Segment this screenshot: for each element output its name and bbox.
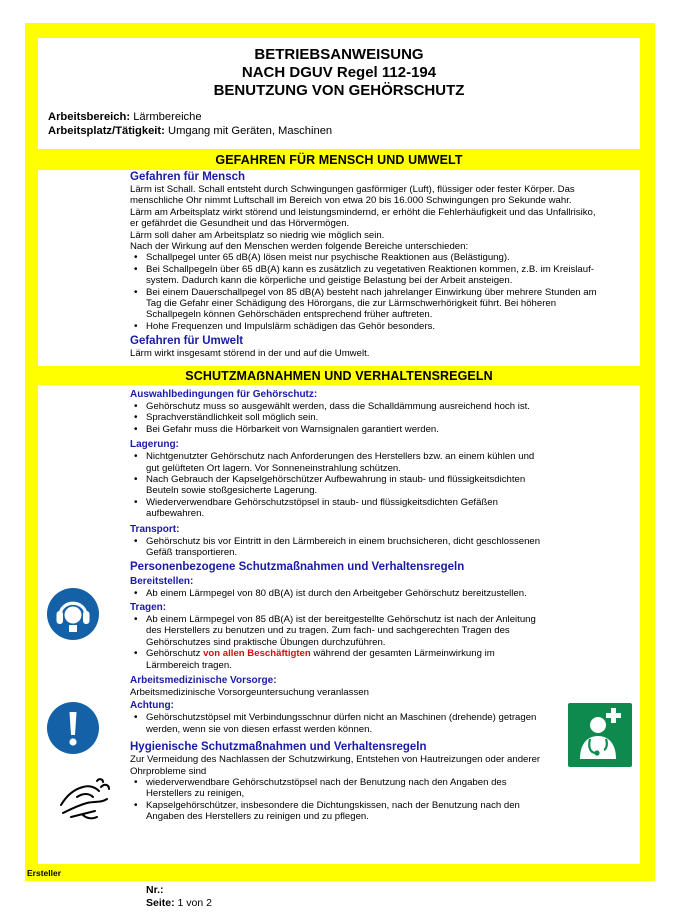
list-item: • wiederverwendbare Gehörschutzstöpsel nach der Benutzung nach den Angaben des Herstellers zu reinigen,	[130, 777, 550, 800]
title-line-1: BETRIEBSANWEISUNG	[254, 46, 424, 63]
workplace-row	[48, 124, 332, 138]
medical-heading: Arbeitsmedizinische Vorsorge:	[130, 674, 277, 686]
list-item: • Wiederverwendbare Gehörschutzstöpsel in staub- und flüssigkeitsdichten Gefäßen aufbewahren.	[130, 497, 550, 520]
personal-measures-heading: Personenbezogene Schutzmaßnahmen und Verhaltensregeln	[130, 561, 465, 574]
wear-list	[130, 614, 550, 671]
title-line-2: NACH DGUV Regel 112-194	[241, 64, 437, 81]
workplace-value: Umgang mit Geräten, Maschinen	[167, 125, 333, 137]
caution-list	[130, 712, 550, 735]
work-area-label: Arbeitsbereich:	[48, 111, 131, 123]
provide-heading: Bereitstellen:	[130, 576, 194, 588]
list-item: • Bei Schallpegeln über 65 dB(A) kann es zusätzlich zu vegetativen Reaktionen kommen, z.B. im Kreislauf-system. Dadurch kann die körperliche und geistige Belastung bei der Arbeit ansteigen.	[130, 264, 600, 287]
section-band-measures: SCHUTZMAẞNAHMEN UND VERHALTENSREGELN	[185, 369, 493, 383]
hazards-text-column	[130, 171, 600, 360]
ear-protection-mandatory-icon	[47, 588, 99, 640]
document-number-row	[146, 884, 212, 897]
workplace-label: Arbeitsplatz/Tätigkeit:	[48, 125, 165, 137]
document-title	[38, 38, 640, 100]
document-header	[38, 38, 640, 149]
work-area-row	[48, 110, 332, 124]
selection-heading: Auswahlbedingungen für Gehörschutz:	[130, 389, 318, 400]
hygiene-text: Zur Vermeidung des Nachlassen der Schutzwirkung, Entstehen von Hautreizungen oder anderer Ohrprobleme sind	[130, 754, 541, 777]
transport-heading: Transport:	[130, 523, 180, 535]
hygiene-heading: Hygienische Schutzmaßnahmen und Verhaltensregeln	[130, 741, 427, 754]
caution-heading: Achtung:	[130, 700, 174, 712]
list-item: • Nach Gebrauch der Kapselgehörschützer Aufbewahrung in staub- und flüssigkeitsdichten Beuteln sowie stoßgesicherte Lagerung.	[130, 474, 550, 497]
page-value: 1 von 2	[177, 897, 212, 909]
medical-text: Arbeitsmedizinische Vorsorgeuntersuchung veranlassen	[130, 686, 369, 698]
page-label: Seite:	[146, 897, 175, 909]
wear-text-after: während der gesamten Lärmeinwirkung im Lärmbereich tragen.	[146, 648, 495, 671]
title-line-3: BENUTZUNG VON GEHÖRSCHUTZ	[213, 82, 465, 99]
provide-list	[130, 588, 550, 599]
human-hazards-heading: Gefahren für Mensch	[130, 171, 246, 183]
environment-hazards-heading: Gefahren für Umwelt	[130, 335, 244, 348]
human-paragraph-4: Nach der Wirkung auf den Menschen werden folgende Bereiche unterschieden:	[130, 241, 469, 253]
storage-list	[130, 451, 550, 519]
environment-text: Lärm wirkt insgesamt störend in der und auf die Umwelt.	[130, 348, 370, 360]
header-meta	[48, 110, 332, 138]
list-item: • Ab einem Lärmpegel von 85 dB(A) ist der bereitgestellte Gehörschutz ist nach der Anleitung des Herstellers zu benutzen und zu tragen. Zum fach- und sachgerechten Tragen des Gehörschutzes sind praktische Übungen durchzuführen.	[130, 614, 550, 648]
page-row	[146, 897, 212, 910]
storage-heading: Lagerung:	[130, 439, 179, 451]
list-item: • Gehörschutz bis vor Eintritt in den Lärmbereich in einem bruchsicheren, dicht geschlossenen Gefäß transportieren.	[130, 536, 550, 559]
general-mandatory-icon	[47, 702, 99, 754]
number-label: Nr.:	[146, 884, 164, 896]
list-item: • Gehörschutz muss so ausgewählt werden, dass die Schalldämmung ausreichend hoch ist.	[130, 401, 550, 412]
document-footer	[146, 884, 212, 910]
hand-washing-icon	[57, 775, 113, 825]
measures-section	[38, 385, 640, 864]
wear-text-before: Gehörschutz	[146, 648, 204, 660]
list-item	[130, 648, 550, 671]
human-paragraph-3: Lärm soll daher am Arbeitsplatz so niedrig wie möglich sein.	[130, 229, 385, 241]
work-area-value: Lärmbereiche	[133, 111, 202, 123]
hygiene-list	[130, 777, 550, 823]
human-paragraph-1: Lärm ist Schall. Schall entsteht durch Schwingungen gasförmiger (Luft), flüssiger oder fester Körper. Das menschliche Ohr nimmt Luftschall im Bereich von etwa 20 bis 16.000 Schwingungen pro Sekunde wahr.	[130, 184, 575, 207]
list-item: • Schallpegel unter 65 dB(A) lösen meist nur psychische Reaktionen aus (Belästigung).	[130, 252, 600, 263]
list-item: • Kapselgehörschützer, insbesondere die Dichtungskissen, nach der Benutzung nach den Angaben des Herstellers zu reinigen und zu pflegen.	[130, 800, 550, 823]
list-item: • Nichtgenutzter Gehörschutz nach Anforderungen des Herstellers bzw. an einem kühlen und gut gelüfteten Ort lagern. Vor Sonneneinstrahlung schützen.	[130, 451, 550, 474]
human-hazards-list	[130, 252, 600, 332]
list-item: • Bei Gefahr muss die Hörbarkeit von Warnsignalen garantiert werden.	[130, 424, 550, 435]
section-band-hazards: GEFAHREN FÜR MENSCH UND UMWELT	[215, 153, 463, 167]
first-aid-doctor-icon	[568, 703, 632, 767]
wear-heading: Tragen:	[130, 601, 167, 613]
hazards-section	[38, 170, 640, 366]
creator-label: Ersteller	[27, 868, 62, 878]
list-item: • Gehörschutzstöpsel mit Verbindungsschnur dürfen nicht an Maschinen (drehende) getragen werden, wenn sie von diesen erfasst werden können.	[130, 712, 550, 735]
wear-text-highlight: von allen Beschäftigten	[203, 648, 311, 660]
transport-list	[130, 536, 550, 559]
human-paragraph-2: Lärm am Arbeitsplatz wirkt störend und leistungsmindernd, er erhöht die Fehlerhäufigkeit und das Unfallrisiko, er gefährdet die Gesundheit und das Hörvermögen.	[130, 206, 596, 230]
measures-text-column	[130, 387, 550, 823]
list-item: • Bei einem Dauerschallpegel von 85 dB(A) besteht nach jahrelanger Einwirkung über mehrere Stunden am Tag die Gefahr einer Schädigung des Hörorgans, die zur Lärmschwerhörigkeit führt. Bei höheren Schallpegeln können Gehörschäden entsprechend früher auftreten.	[130, 287, 600, 321]
list-item: • Sprachverständlichkeit soll möglich sein.	[130, 412, 550, 423]
list-item: • Ab einem Lärmpegel von 80 dB(A) ist durch den Arbeitgeber Gehörschutz bereitzustellen.	[130, 588, 550, 599]
list-item: • Hohe Frequenzen und Impulslärm schädigen das Gehör besonders.	[130, 321, 600, 332]
selection-list	[130, 401, 550, 435]
